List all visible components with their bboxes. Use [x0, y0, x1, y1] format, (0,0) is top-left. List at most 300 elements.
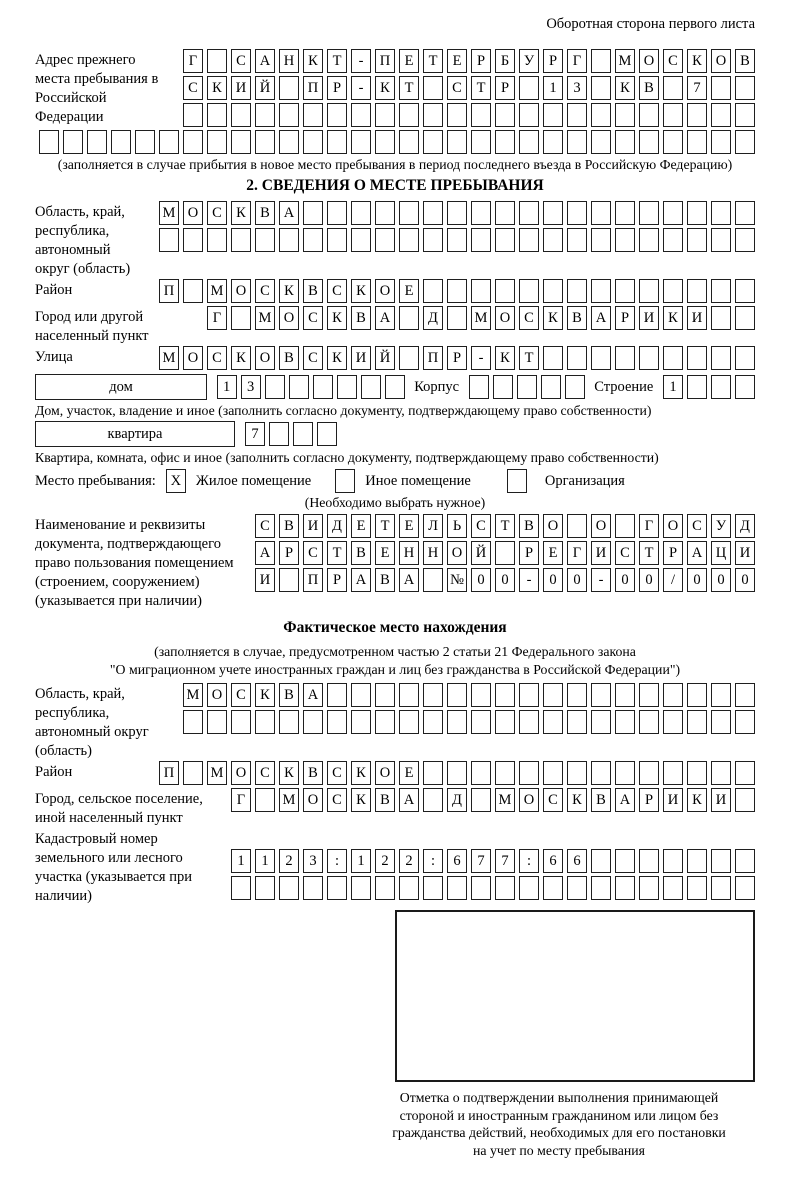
char-cell: С	[207, 346, 227, 370]
char-cell	[735, 228, 755, 252]
char-cell: И	[231, 76, 251, 100]
char-cell: Е	[447, 49, 467, 73]
apartment-cells	[245, 422, 337, 446]
char-cell	[351, 683, 371, 707]
char-cell: В	[639, 76, 659, 100]
char-cell	[687, 375, 707, 399]
char-cell	[351, 876, 371, 900]
char-cell: К	[231, 346, 251, 370]
region2-row-1	[183, 683, 755, 707]
char-cell: В	[279, 346, 299, 370]
city-row	[35, 306, 755, 346]
char-cell: Р	[327, 76, 347, 100]
street-row	[35, 346, 755, 373]
char-cell: 0	[735, 568, 755, 592]
char-cell	[711, 375, 731, 399]
region-cells	[159, 201, 755, 255]
char-cell	[711, 279, 731, 303]
char-cell: 1	[543, 76, 563, 100]
stay-option-residential-label: Жилое помещение	[195, 472, 312, 489]
char-cell	[663, 761, 683, 785]
city2-label: Город, сельское поселение, иной населенный пункт	[35, 791, 203, 826]
char-cell	[519, 76, 539, 100]
char-cell	[39, 130, 59, 154]
char-cell	[375, 710, 395, 734]
char-cell: И	[711, 788, 731, 812]
char-cell	[327, 710, 347, 734]
char-cell: О	[303, 788, 323, 812]
char-cell: В	[351, 541, 371, 565]
district-cells	[159, 279, 755, 303]
char-cell: О	[543, 514, 563, 538]
char-cell	[591, 103, 611, 127]
char-cell	[351, 130, 371, 154]
char-cell: К	[687, 49, 707, 73]
char-cell: М	[471, 306, 491, 330]
char-cell	[687, 876, 707, 900]
char-cell: С	[687, 514, 707, 538]
char-cell	[615, 279, 635, 303]
char-cell	[423, 228, 443, 252]
char-cell: 0	[543, 568, 563, 592]
char-cell: К	[207, 76, 227, 100]
char-cell: П	[303, 568, 323, 592]
char-cell: Т	[423, 49, 443, 73]
char-cell	[687, 103, 707, 127]
char-cell: В	[567, 306, 587, 330]
char-cell: А	[303, 683, 323, 707]
char-cell	[663, 103, 683, 127]
char-cell	[337, 375, 357, 399]
char-cell	[447, 201, 467, 225]
char-cell: Т	[495, 514, 515, 538]
char-cell	[351, 710, 371, 734]
char-cell	[519, 228, 539, 252]
char-cell	[663, 346, 683, 370]
char-cell: Т	[471, 76, 491, 100]
char-cell	[327, 130, 347, 154]
char-cell: А	[375, 306, 395, 330]
char-cell: В	[519, 514, 539, 538]
char-cell: Е	[351, 514, 371, 538]
char-cell: Р	[663, 541, 683, 565]
char-cell	[567, 683, 587, 707]
char-cell: :	[327, 849, 347, 873]
char-cell: Р	[495, 76, 515, 100]
stay-type-note: (Необходимо выбрать нужное)	[304, 495, 486, 510]
char-cell: К	[255, 683, 275, 707]
char-cell: О	[255, 346, 275, 370]
char-cell: С	[255, 279, 275, 303]
char-cell: Е	[399, 514, 419, 538]
char-cell	[183, 279, 203, 303]
char-cell	[303, 201, 323, 225]
char-cell	[293, 422, 313, 446]
char-cell: Й	[375, 346, 395, 370]
char-cell: О	[711, 49, 731, 73]
house-box-label: дом	[35, 374, 207, 400]
char-cell	[265, 375, 285, 399]
actual-location-subtitle-1: (заполняется в случае, предусмотренном частью 2 статьи 21 Федерального закона	[154, 644, 636, 659]
char-cell: П	[159, 279, 179, 303]
char-cell: В	[255, 201, 275, 225]
korpus-cells	[469, 375, 585, 399]
char-cell	[567, 876, 587, 900]
char-cell	[591, 876, 611, 900]
char-cell	[495, 876, 515, 900]
char-cell: С	[303, 541, 323, 565]
char-cell: Т	[375, 514, 395, 538]
char-cell: В	[279, 683, 299, 707]
char-cell	[541, 375, 561, 399]
char-cell: Р	[471, 49, 491, 73]
char-cell: Р	[327, 568, 347, 592]
char-cell	[639, 683, 659, 707]
region-label: Область, край, республика, автономный округ (область)	[35, 204, 131, 277]
char-cell: Т	[327, 49, 347, 73]
stroenie-cells	[663, 375, 755, 399]
char-cell: Р	[543, 49, 563, 73]
char-cell: О	[207, 683, 227, 707]
char-cell	[327, 683, 347, 707]
char-cell	[399, 201, 419, 225]
char-cell: А	[351, 568, 371, 592]
char-cell: Н	[423, 541, 443, 565]
char-cell	[471, 130, 491, 154]
char-cell	[279, 228, 299, 252]
char-cell	[543, 761, 563, 785]
char-cell	[543, 228, 563, 252]
char-cell	[543, 346, 563, 370]
char-cell	[423, 76, 443, 100]
char-cell	[711, 201, 731, 225]
char-cell: К	[543, 306, 563, 330]
char-cell	[543, 710, 563, 734]
char-cell: С	[303, 306, 323, 330]
char-cell	[567, 201, 587, 225]
char-cell: 2	[399, 849, 419, 873]
char-cell: К	[231, 201, 251, 225]
char-cell	[279, 710, 299, 734]
char-cell: В	[375, 788, 395, 812]
char-cell: В	[735, 49, 755, 73]
char-cell	[639, 201, 659, 225]
char-cell: И	[591, 541, 611, 565]
document-row-1	[255, 514, 755, 538]
char-cell: Й	[255, 76, 275, 100]
char-cell	[591, 49, 611, 73]
stroenie-label: Строение	[594, 378, 654, 395]
char-cell: К	[279, 279, 299, 303]
char-cell	[517, 375, 537, 399]
char-cell	[711, 306, 731, 330]
char-cell: -	[351, 76, 371, 100]
char-cell	[687, 346, 707, 370]
char-cell: О	[183, 346, 203, 370]
char-cell: Л	[423, 514, 443, 538]
char-cell	[663, 130, 683, 154]
char-cell	[447, 228, 467, 252]
char-cell	[735, 279, 755, 303]
char-cell	[687, 130, 707, 154]
prev-address-row-1	[183, 49, 755, 73]
cadastral-row-2	[231, 876, 755, 900]
char-cell: 0	[711, 568, 731, 592]
stay-option-other-checkbox	[335, 469, 355, 493]
char-cell: К	[663, 306, 683, 330]
char-cell	[313, 375, 333, 399]
house-row	[35, 374, 755, 400]
char-cell	[639, 130, 659, 154]
char-cell: П	[375, 49, 395, 73]
char-cell	[471, 761, 491, 785]
region2-row-2	[183, 710, 755, 734]
cadastral-label: Кадастровый номер земельного или лесного участка (указывается при наличии)	[35, 831, 192, 904]
document-label: Наименование и реквизиты документа, подтверждающего право пользования помещением (строением, сооружением) (указывается при наличии)	[35, 517, 234, 609]
char-cell	[567, 346, 587, 370]
char-cell: С	[183, 76, 203, 100]
char-cell: 1	[217, 375, 237, 399]
char-cell	[735, 375, 755, 399]
char-cell: Б	[495, 49, 515, 73]
char-cell	[231, 876, 251, 900]
char-cell: Т	[639, 541, 659, 565]
char-cell: И	[351, 346, 371, 370]
char-cell	[495, 761, 515, 785]
char-cell: М	[159, 201, 179, 225]
char-cell	[711, 876, 731, 900]
char-cell	[423, 568, 443, 592]
prev-address-row-4	[35, 130, 755, 154]
char-cell	[159, 130, 179, 154]
char-cell	[183, 710, 203, 734]
street-cells	[159, 346, 755, 370]
region-row-1	[159, 201, 755, 225]
char-cell	[255, 130, 275, 154]
char-cell	[543, 201, 563, 225]
char-cell: Р	[639, 788, 659, 812]
char-cell: 7	[245, 422, 265, 446]
char-cell: 0	[687, 568, 707, 592]
char-cell	[615, 201, 635, 225]
char-cell: К	[375, 76, 395, 100]
char-cell	[591, 201, 611, 225]
char-cell	[639, 849, 659, 873]
district-label: Район	[35, 282, 73, 298]
char-cell: И	[303, 514, 323, 538]
char-cell: И	[255, 568, 275, 592]
char-cell	[447, 103, 467, 127]
region2-row	[35, 683, 755, 761]
char-cell	[255, 876, 275, 900]
char-cell	[615, 228, 635, 252]
char-cell	[663, 683, 683, 707]
char-cell	[519, 710, 539, 734]
char-cell	[375, 130, 395, 154]
char-cell	[663, 201, 683, 225]
char-cell: К	[351, 788, 371, 812]
char-cell: 2	[375, 849, 395, 873]
char-cell	[663, 279, 683, 303]
char-cell	[447, 761, 467, 785]
char-cell: В	[279, 514, 299, 538]
char-cell	[567, 761, 587, 785]
char-cell: 0	[615, 568, 635, 592]
char-cell: И	[639, 306, 659, 330]
char-cell: О	[183, 201, 203, 225]
char-cell	[711, 683, 731, 707]
char-cell	[735, 103, 755, 127]
char-cell: 0	[567, 568, 587, 592]
char-cell	[543, 130, 563, 154]
char-cell	[351, 228, 371, 252]
char-cell	[399, 876, 419, 900]
char-cell	[423, 761, 443, 785]
char-cell	[303, 710, 323, 734]
char-cell	[231, 228, 251, 252]
char-cell	[735, 306, 755, 330]
stamp-area	[363, 910, 755, 1159]
char-cell: А	[399, 568, 419, 592]
char-cell: 1	[255, 849, 275, 873]
char-cell	[471, 683, 491, 707]
char-cell	[255, 788, 275, 812]
char-cell: С	[663, 49, 683, 73]
char-cell: С	[255, 761, 275, 785]
char-cell: 2	[279, 849, 299, 873]
char-cell	[327, 876, 347, 900]
char-cell	[447, 130, 467, 154]
char-cell	[303, 103, 323, 127]
char-cell	[639, 279, 659, 303]
char-cell: 0	[495, 568, 515, 592]
city2-row	[35, 788, 755, 828]
apartment-box-label: квартира	[35, 421, 235, 447]
char-cell: :	[423, 849, 443, 873]
char-cell	[183, 228, 203, 252]
char-cell	[663, 76, 683, 100]
char-cell: 0	[639, 568, 659, 592]
char-cell	[519, 761, 539, 785]
char-cell	[615, 710, 635, 734]
street-label: Улица	[35, 349, 73, 365]
char-cell: В	[303, 279, 323, 303]
char-cell: Т	[399, 76, 419, 100]
char-cell: О	[231, 279, 251, 303]
char-cell: Ц	[711, 541, 731, 565]
char-cell: И	[663, 788, 683, 812]
char-cell	[591, 849, 611, 873]
char-cell: М	[207, 279, 227, 303]
char-cell	[471, 279, 491, 303]
page-side-note: Оборотная сторона первого листа	[546, 16, 755, 32]
prev-address-block	[35, 49, 755, 130]
char-cell	[471, 201, 491, 225]
char-cell: Г	[567, 49, 587, 73]
document-row-3	[255, 568, 755, 592]
char-cell	[423, 201, 443, 225]
char-cell: 6	[447, 849, 467, 873]
cadastral-row	[35, 828, 755, 906]
stay-option-organization-label: Организация	[544, 472, 625, 489]
char-cell: В	[591, 788, 611, 812]
char-cell	[231, 306, 251, 330]
char-cell	[469, 375, 489, 399]
char-cell: :	[519, 849, 539, 873]
char-cell: №	[447, 568, 467, 592]
char-cell	[615, 346, 635, 370]
char-cell	[351, 201, 371, 225]
char-cell: М	[159, 346, 179, 370]
char-cell: С	[207, 201, 227, 225]
char-cell	[399, 710, 419, 734]
char-cell	[159, 228, 179, 252]
char-cell: 3	[303, 849, 323, 873]
char-cell	[567, 228, 587, 252]
district2-label: Район	[35, 764, 73, 780]
char-cell	[519, 103, 539, 127]
char-cell: М	[255, 306, 275, 330]
char-cell	[735, 710, 755, 734]
char-cell	[447, 683, 467, 707]
char-cell: /	[663, 568, 683, 592]
char-cell	[639, 346, 659, 370]
char-cell	[279, 76, 299, 100]
stamp-caption-line-4: на учет по месту пребывания	[473, 1142, 645, 1158]
char-cell: Д	[735, 514, 755, 538]
char-cell	[327, 228, 347, 252]
char-cell	[615, 103, 635, 127]
prev-address-cells	[183, 49, 755, 130]
char-cell: Г	[231, 788, 251, 812]
char-cell	[423, 876, 443, 900]
char-cell: Ь	[447, 514, 467, 538]
char-cell: Е	[399, 761, 419, 785]
char-cell	[493, 375, 513, 399]
char-cell	[495, 103, 515, 127]
char-cell	[361, 375, 381, 399]
char-cell	[687, 228, 707, 252]
char-cell	[207, 49, 227, 73]
char-cell: 3	[567, 76, 587, 100]
char-cell: С	[303, 346, 323, 370]
char-cell	[687, 761, 707, 785]
char-cell: О	[375, 761, 395, 785]
char-cell	[711, 228, 731, 252]
char-cell	[63, 130, 83, 154]
char-cell	[735, 76, 755, 100]
stay-type-row	[35, 469, 755, 493]
char-cell: С	[615, 541, 635, 565]
char-cell	[375, 103, 395, 127]
char-cell: С	[447, 76, 467, 100]
char-cell	[447, 306, 467, 330]
char-cell	[711, 130, 731, 154]
char-cell: -	[519, 568, 539, 592]
char-cell	[687, 683, 707, 707]
char-cell	[591, 761, 611, 785]
section2-title: 2. СВЕДЕНИЯ О МЕСТЕ ПРЕБЫВАНИЯ	[246, 177, 544, 194]
char-cell	[519, 683, 539, 707]
char-cell: П	[423, 346, 443, 370]
char-cell	[183, 130, 203, 154]
char-cell: С	[255, 514, 275, 538]
char-cell	[269, 422, 289, 446]
char-cell: М	[279, 788, 299, 812]
char-cell	[687, 201, 707, 225]
char-cell: 7	[471, 849, 491, 873]
cadastral-row-1	[231, 849, 755, 873]
